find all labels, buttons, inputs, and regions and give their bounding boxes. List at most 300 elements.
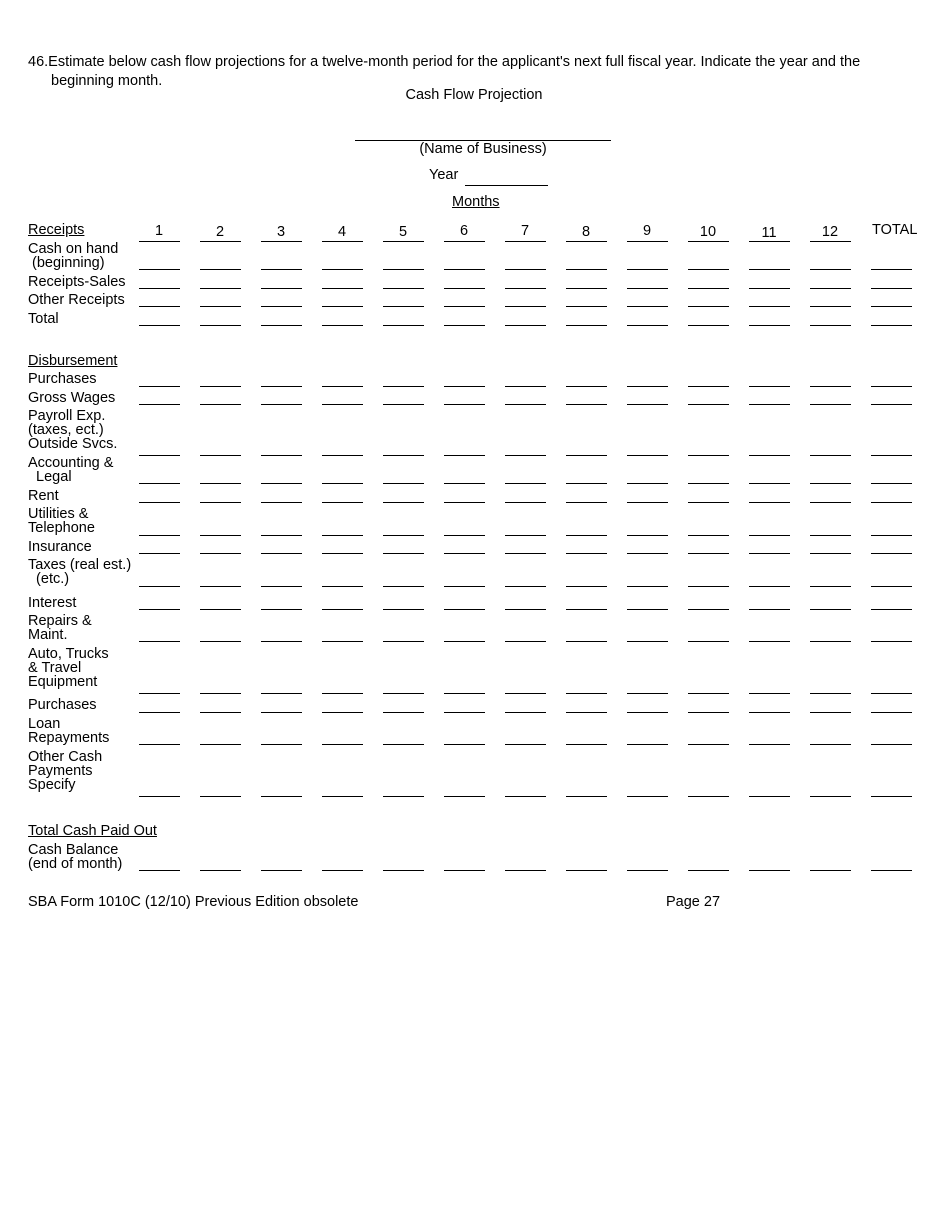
- month-7-entry-field[interactable]: [505, 586, 546, 587]
- month-12-entry-field[interactable]: [810, 796, 851, 797]
- month-12-entry-field[interactable]: [810, 483, 851, 484]
- month-11-entry-field[interactable]: [749, 386, 790, 387]
- row-label: Payroll Exp. (taxes, ect.) Outside Svcs.: [28, 408, 118, 452]
- month-3-entry-field[interactable]: [261, 386, 302, 387]
- month-5-entry-field[interactable]: [383, 483, 424, 484]
- month-1-entry-field[interactable]: [139, 609, 180, 610]
- year-field[interactable]: [465, 185, 548, 186]
- month-8-entry-field[interactable]: [566, 386, 607, 387]
- month-7-entry-field[interactable]: [505, 796, 546, 797]
- month-2-entry-field[interactable]: [200, 269, 241, 270]
- month-3-entry-field[interactable]: [261, 744, 302, 745]
- month-10-entry-field[interactable]: [688, 535, 729, 536]
- month-5-entry-field[interactable]: [383, 404, 424, 405]
- month-header-underline: [566, 241, 607, 242]
- month-5-entry-field[interactable]: [383, 796, 424, 797]
- month-3-entry-field[interactable]: [261, 306, 302, 307]
- month-12-entry-field[interactable]: [810, 306, 851, 307]
- month-3-entry-field[interactable]: [261, 796, 302, 797]
- month-5-entry-field[interactable]: [383, 386, 424, 387]
- month-9-entry-field[interactable]: [627, 306, 668, 307]
- month-7-entry-field[interactable]: [505, 535, 546, 536]
- month-8-entry-field[interactable]: [566, 325, 607, 326]
- row-label: Loan Repayments: [28, 716, 110, 746]
- month-8-entry-field[interactable]: [566, 609, 607, 610]
- month-9-entry-field[interactable]: [627, 609, 668, 610]
- month-9-entry-field[interactable]: [627, 744, 668, 745]
- month-1-entry-field[interactable]: [139, 586, 180, 587]
- month-10-entry-field[interactable]: [688, 288, 729, 289]
- month-6-entry-field[interactable]: [444, 502, 485, 503]
- total-entry-field[interactable]: [871, 744, 912, 745]
- year-label: Year: [429, 167, 459, 183]
- row-label: Other Receipts: [28, 292, 125, 308]
- month-11-entry-field[interactable]: [749, 641, 790, 642]
- month-header-underline: [810, 241, 851, 242]
- month-10-entry-field[interactable]: [688, 386, 729, 387]
- month-5-entry-field[interactable]: [383, 325, 424, 326]
- row-label: Insurance: [28, 539, 92, 555]
- month-7-entry-field[interactable]: [505, 693, 546, 694]
- month-6-entry-field[interactable]: [444, 796, 485, 797]
- month-3-entry-field[interactable]: [261, 502, 302, 503]
- question-46-instructions: [28, 53, 928, 91]
- month-9-entry-field[interactable]: [627, 796, 668, 797]
- month-7-entry-field[interactable]: [505, 386, 546, 387]
- month-3-entry-field[interactable]: [261, 288, 302, 289]
- month-7-entry-field[interactable]: [505, 455, 546, 456]
- month-2-entry-field[interactable]: [200, 288, 241, 289]
- month-10-entry-field[interactable]: [688, 455, 729, 456]
- month-2-entry-field[interactable]: [200, 404, 241, 405]
- month-6-entry-field[interactable]: [444, 325, 485, 326]
- row-label: Auto, Trucks & Travel Equipment: [28, 646, 109, 690]
- month-4-entry-field[interactable]: [322, 535, 363, 536]
- month-6-entry-field[interactable]: [444, 586, 485, 587]
- month-9-entry-field[interactable]: [627, 325, 668, 326]
- total-entry-field[interactable]: [871, 455, 912, 456]
- month-12-entry-field[interactable]: [810, 502, 851, 503]
- month-9-entry-field[interactable]: [627, 535, 668, 536]
- month-9-entry-field[interactable]: [627, 269, 668, 270]
- month-6-entry-field[interactable]: [444, 535, 485, 536]
- month-2-entry-field[interactable]: [200, 386, 241, 387]
- month-2-entry-field[interactable]: [200, 325, 241, 326]
- month-12-entry-field[interactable]: [810, 744, 851, 745]
- month-8-entry-field[interactable]: [566, 288, 607, 289]
- month-11-entry-field[interactable]: [749, 586, 790, 587]
- month-3-entry-field[interactable]: [261, 269, 302, 270]
- month-4-entry-field[interactable]: [322, 609, 363, 610]
- month-header-underline: [749, 241, 790, 242]
- month-7-entry-field[interactable]: [505, 641, 546, 642]
- month-10-entry-field[interactable]: [688, 712, 729, 713]
- month-11-entry-field[interactable]: [749, 483, 790, 484]
- month-11-entry-field[interactable]: [749, 693, 790, 694]
- question-text-line2: beginning month.: [51, 73, 163, 89]
- month-1-entry-field[interactable]: [139, 269, 180, 270]
- month-2-entry-field[interactable]: [200, 609, 241, 610]
- month-10-entry-field[interactable]: [688, 269, 729, 270]
- month-11-entry-field[interactable]: [749, 502, 790, 503]
- month-9-entry-field[interactable]: [627, 386, 668, 387]
- month-10-entry-field[interactable]: [688, 641, 729, 642]
- month-9-entry-field[interactable]: [627, 288, 668, 289]
- row-label: Total: [28, 311, 59, 327]
- month-10-entry-field[interactable]: [688, 609, 729, 610]
- total-entry-field[interactable]: [871, 609, 912, 610]
- month-4-entry-field[interactable]: [322, 641, 363, 642]
- month-header-12: 12: [821, 224, 839, 240]
- month-header-underline: [505, 241, 546, 242]
- month-5-entry-field[interactable]: [383, 870, 424, 871]
- month-2-entry-field[interactable]: [200, 306, 241, 307]
- total-entry-field[interactable]: [871, 553, 912, 554]
- month-6-entry-field[interactable]: [444, 712, 485, 713]
- month-header-6: 6: [459, 223, 469, 239]
- month-11-entry-field[interactable]: [749, 306, 790, 307]
- month-3-entry-field[interactable]: [261, 609, 302, 610]
- total-entry-field[interactable]: [871, 306, 912, 307]
- receipts-heading: Receipts: [28, 222, 85, 238]
- month-4-entry-field[interactable]: [322, 404, 363, 405]
- month-8-entry-field[interactable]: [566, 455, 607, 456]
- month-7-entry-field[interactable]: [505, 870, 546, 871]
- month-12-entry-field[interactable]: [810, 288, 851, 289]
- month-header-8: 8: [581, 224, 591, 240]
- total-cash-paid-out-heading: Total Cash Paid Out: [28, 823, 157, 839]
- month-12-entry-field[interactable]: [810, 870, 851, 871]
- month-11-entry-field[interactable]: [749, 744, 790, 745]
- month-1-entry-field[interactable]: [139, 502, 180, 503]
- month-header-5: 5: [398, 224, 408, 240]
- month-1-entry-field[interactable]: [139, 796, 180, 797]
- month-8-entry-field[interactable]: [566, 796, 607, 797]
- month-5-entry-field[interactable]: [383, 288, 424, 289]
- row-label: Purchases: [28, 371, 97, 387]
- month-1-entry-field[interactable]: [139, 455, 180, 456]
- month-header-1: 1: [154, 223, 164, 239]
- month-4-entry-field[interactable]: [322, 870, 363, 871]
- month-5-entry-field[interactable]: [383, 693, 424, 694]
- month-8-entry-field[interactable]: [566, 306, 607, 307]
- month-1-entry-field[interactable]: [139, 404, 180, 405]
- month-4-entry-field[interactable]: [322, 744, 363, 745]
- month-4-entry-field[interactable]: [322, 269, 363, 270]
- month-3-entry-field[interactable]: [261, 553, 302, 554]
- month-9-entry-field[interactable]: [627, 455, 668, 456]
- month-11-entry-field[interactable]: [749, 712, 790, 713]
- month-1-entry-field[interactable]: [139, 712, 180, 713]
- month-12-entry-field[interactable]: [810, 455, 851, 456]
- row-label: Accounting & Legal: [28, 455, 114, 485]
- month-4-entry-field[interactable]: [322, 288, 363, 289]
- form-title: Cash Flow Projection: [405, 87, 543, 103]
- month-6-entry-field[interactable]: [444, 870, 485, 871]
- month-5-entry-field[interactable]: [383, 609, 424, 610]
- month-6-entry-field[interactable]: [444, 693, 485, 694]
- month-3-entry-field[interactable]: [261, 641, 302, 642]
- month-2-entry-field[interactable]: [200, 796, 241, 797]
- month-10-entry-field[interactable]: [688, 404, 729, 405]
- month-7-entry-field[interactable]: [505, 744, 546, 745]
- month-2-entry-field[interactable]: [200, 483, 241, 484]
- month-10-entry-field[interactable]: [688, 483, 729, 484]
- month-6-entry-field[interactable]: [444, 404, 485, 405]
- month-2-entry-field[interactable]: [200, 712, 241, 713]
- month-5-entry-field[interactable]: [383, 502, 424, 503]
- month-11-entry-field[interactable]: [749, 288, 790, 289]
- month-6-entry-field[interactable]: [444, 553, 485, 554]
- row-label: Other Cash Payments Specify: [28, 749, 103, 793]
- month-12-entry-field[interactable]: [810, 269, 851, 270]
- month-2-entry-field[interactable]: [200, 870, 241, 871]
- month-9-entry-field[interactable]: [627, 502, 668, 503]
- month-4-entry-field[interactable]: [322, 693, 363, 694]
- month-6-entry-field[interactable]: [444, 306, 485, 307]
- total-column-header: TOTAL: [872, 222, 918, 238]
- month-header-9: 9: [642, 223, 652, 239]
- month-6-entry-field[interactable]: [444, 455, 485, 456]
- month-4-entry-field[interactable]: [322, 712, 363, 713]
- month-5-entry-field[interactable]: [383, 586, 424, 587]
- month-11-entry-field[interactable]: [749, 553, 790, 554]
- month-1-entry-field[interactable]: [139, 483, 180, 484]
- month-6-entry-field[interactable]: [444, 609, 485, 610]
- month-7-entry-field[interactable]: [505, 325, 546, 326]
- month-8-entry-field[interactable]: [566, 870, 607, 871]
- month-header-underline: [444, 241, 485, 242]
- month-9-entry-field[interactable]: [627, 553, 668, 554]
- month-11-entry-field[interactable]: [749, 870, 790, 871]
- month-5-entry-field[interactable]: [383, 455, 424, 456]
- month-4-entry-field[interactable]: [322, 455, 363, 456]
- month-8-entry-field[interactable]: [566, 693, 607, 694]
- month-3-entry-field[interactable]: [261, 586, 302, 587]
- month-5-entry-field[interactable]: [383, 306, 424, 307]
- month-header-underline: [322, 241, 363, 242]
- row-label: Taxes (real est.) (etc.): [28, 557, 132, 587]
- row-label: Cash Balance (end of month): [28, 842, 123, 872]
- month-12-entry-field[interactable]: [810, 586, 851, 587]
- month-10-entry-field[interactable]: [688, 744, 729, 745]
- month-11-entry-field[interactable]: [749, 404, 790, 405]
- month-2-entry-field[interactable]: [200, 553, 241, 554]
- month-header-underline: [627, 241, 668, 242]
- disbursement-heading: Disbursement: [28, 353, 118, 369]
- question-number: 46.: [28, 54, 49, 70]
- month-10-entry-field[interactable]: [688, 693, 729, 694]
- month-4-entry-field[interactable]: [322, 502, 363, 503]
- month-12-entry-field[interactable]: [810, 641, 851, 642]
- total-entry-field[interactable]: [871, 535, 912, 536]
- month-12-entry-field[interactable]: [810, 553, 851, 554]
- month-12-entry-field[interactable]: [810, 609, 851, 610]
- month-header-10: 10: [699, 224, 717, 240]
- month-3-entry-field[interactable]: [261, 483, 302, 484]
- month-4-entry-field[interactable]: [322, 796, 363, 797]
- month-5-entry-field[interactable]: [383, 744, 424, 745]
- month-2-entry-field[interactable]: [200, 535, 241, 536]
- month-11-entry-field[interactable]: [749, 796, 790, 797]
- month-8-entry-field[interactable]: [566, 712, 607, 713]
- month-12-entry-field[interactable]: [810, 535, 851, 536]
- month-8-entry-field[interactable]: [566, 641, 607, 642]
- month-2-entry-field[interactable]: [200, 455, 241, 456]
- month-1-entry-field[interactable]: [139, 744, 180, 745]
- month-12-entry-field[interactable]: [810, 712, 851, 713]
- month-3-entry-field[interactable]: [261, 693, 302, 694]
- months-label: Months: [452, 194, 500, 210]
- month-3-entry-field[interactable]: [261, 455, 302, 456]
- month-6-entry-field[interactable]: [444, 386, 485, 387]
- month-header-underline: [139, 241, 180, 242]
- month-1-entry-field[interactable]: [139, 870, 180, 871]
- row-label: Cash on hand (beginning): [28, 241, 119, 271]
- month-6-entry-field[interactable]: [444, 641, 485, 642]
- month-5-entry-field[interactable]: [383, 712, 424, 713]
- month-10-entry-field[interactable]: [688, 502, 729, 503]
- month-11-entry-field[interactable]: [749, 609, 790, 610]
- month-11-entry-field[interactable]: [749, 269, 790, 270]
- month-7-entry-field[interactable]: [505, 404, 546, 405]
- month-4-entry-field[interactable]: [322, 553, 363, 554]
- month-8-entry-field[interactable]: [566, 744, 607, 745]
- month-7-entry-field[interactable]: [505, 609, 546, 610]
- row-label: Utilities & Telephone: [28, 506, 95, 536]
- month-header-3: 3: [276, 224, 286, 240]
- month-7-entry-field[interactable]: [505, 553, 546, 554]
- month-5-entry-field[interactable]: [383, 553, 424, 554]
- month-8-entry-field[interactable]: [566, 535, 607, 536]
- month-7-entry-field[interactable]: [505, 306, 546, 307]
- month-7-entry-field[interactable]: [505, 712, 546, 713]
- month-2-entry-field[interactable]: [200, 502, 241, 503]
- month-6-entry-field[interactable]: [444, 744, 485, 745]
- month-11-entry-field[interactable]: [749, 325, 790, 326]
- month-2-entry-field[interactable]: [200, 641, 241, 642]
- total-entry-field[interactable]: [871, 641, 912, 642]
- month-10-entry-field[interactable]: [688, 325, 729, 326]
- month-9-entry-field[interactable]: [627, 586, 668, 587]
- month-4-entry-field[interactable]: [322, 386, 363, 387]
- month-9-entry-field[interactable]: [627, 404, 668, 405]
- total-entry-field[interactable]: [871, 386, 912, 387]
- month-3-entry-field[interactable]: [261, 535, 302, 536]
- month-3-entry-field[interactable]: [261, 870, 302, 871]
- month-1-entry-field[interactable]: [139, 553, 180, 554]
- month-6-entry-field[interactable]: [444, 483, 485, 484]
- month-1-entry-field[interactable]: [139, 386, 180, 387]
- total-entry-field[interactable]: [871, 586, 912, 587]
- month-1-entry-field[interactable]: [139, 288, 180, 289]
- month-10-entry-field[interactable]: [688, 553, 729, 554]
- month-8-entry-field[interactable]: [566, 553, 607, 554]
- month-header-7: 7: [520, 223, 530, 239]
- month-1-entry-field[interactable]: [139, 306, 180, 307]
- month-5-entry-field[interactable]: [383, 535, 424, 536]
- month-4-entry-field[interactable]: [322, 483, 363, 484]
- month-7-entry-field[interactable]: [505, 502, 546, 503]
- month-8-entry-field[interactable]: [566, 502, 607, 503]
- month-1-entry-field[interactable]: [139, 693, 180, 694]
- month-1-entry-field[interactable]: [139, 641, 180, 642]
- month-7-entry-field[interactable]: [505, 288, 546, 289]
- month-header-underline: [261, 241, 302, 242]
- month-12-entry-field[interactable]: [810, 404, 851, 405]
- total-entry-field[interactable]: [871, 693, 912, 694]
- form-identifier: SBA Form 1010C (12/10) Previous Edition obsolete: [28, 894, 359, 910]
- month-header-underline: [200, 241, 241, 242]
- month-10-entry-field[interactable]: [688, 586, 729, 587]
- month-2-entry-field[interactable]: [200, 744, 241, 745]
- month-11-entry-field[interactable]: [749, 455, 790, 456]
- month-5-entry-field[interactable]: [383, 641, 424, 642]
- row-label: Rent: [28, 488, 59, 504]
- month-12-entry-field[interactable]: [810, 693, 851, 694]
- month-7-entry-field[interactable]: [505, 483, 546, 484]
- month-10-entry-field[interactable]: [688, 870, 729, 871]
- month-4-entry-field[interactable]: [322, 586, 363, 587]
- total-entry-field[interactable]: [871, 483, 912, 484]
- month-8-entry-field[interactable]: [566, 586, 607, 587]
- page-number: Page 27: [666, 894, 721, 910]
- month-9-entry-field[interactable]: [627, 712, 668, 713]
- month-6-entry-field[interactable]: [444, 269, 485, 270]
- month-3-entry-field[interactable]: [261, 404, 302, 405]
- total-entry-field[interactable]: [871, 870, 912, 871]
- total-entry-field[interactable]: [871, 712, 912, 713]
- month-9-entry-field[interactable]: [627, 693, 668, 694]
- month-4-entry-field[interactable]: [322, 325, 363, 326]
- month-4-entry-field[interactable]: [322, 306, 363, 307]
- total-entry-field[interactable]: [871, 325, 912, 326]
- month-3-entry-field[interactable]: [261, 712, 302, 713]
- month-1-entry-field[interactable]: [139, 325, 180, 326]
- month-7-entry-field[interactable]: [505, 269, 546, 270]
- month-12-entry-field[interactable]: [810, 325, 851, 326]
- month-5-entry-field[interactable]: [383, 269, 424, 270]
- month-header-underline: [383, 241, 424, 242]
- month-9-entry-field[interactable]: [627, 483, 668, 484]
- month-10-entry-field[interactable]: [688, 796, 729, 797]
- total-entry-field[interactable]: [871, 502, 912, 503]
- total-entry-field[interactable]: [871, 288, 912, 289]
- month-6-entry-field[interactable]: [444, 288, 485, 289]
- row-label: Interest: [28, 595, 77, 611]
- month-10-entry-field[interactable]: [688, 306, 729, 307]
- total-entry-field[interactable]: [871, 269, 912, 270]
- total-entry-field[interactable]: [871, 404, 912, 405]
- month-header-2: 2: [215, 224, 225, 240]
- month-8-entry-field[interactable]: [566, 483, 607, 484]
- month-9-entry-field[interactable]: [627, 641, 668, 642]
- month-11-entry-field[interactable]: [749, 535, 790, 536]
- business-name-label: (Name of Business): [419, 141, 547, 157]
- row-label: Gross Wages: [28, 390, 116, 406]
- month-8-entry-field[interactable]: [566, 269, 607, 270]
- month-9-entry-field[interactable]: [627, 870, 668, 871]
- month-8-entry-field[interactable]: [566, 404, 607, 405]
- month-12-entry-field[interactable]: [810, 386, 851, 387]
- month-1-entry-field[interactable]: [139, 535, 180, 536]
- total-entry-field[interactable]: [871, 796, 912, 797]
- month-2-entry-field[interactable]: [200, 693, 241, 694]
- month-3-entry-field[interactable]: [261, 325, 302, 326]
- row-label: Repairs & Maint.: [28, 613, 92, 643]
- month-2-entry-field[interactable]: [200, 586, 241, 587]
- question-text-line1: Estimate below cash flow projections for a twelve-month period for the applicant's next full fiscal year. Indicate the year and the: [48, 54, 861, 70]
